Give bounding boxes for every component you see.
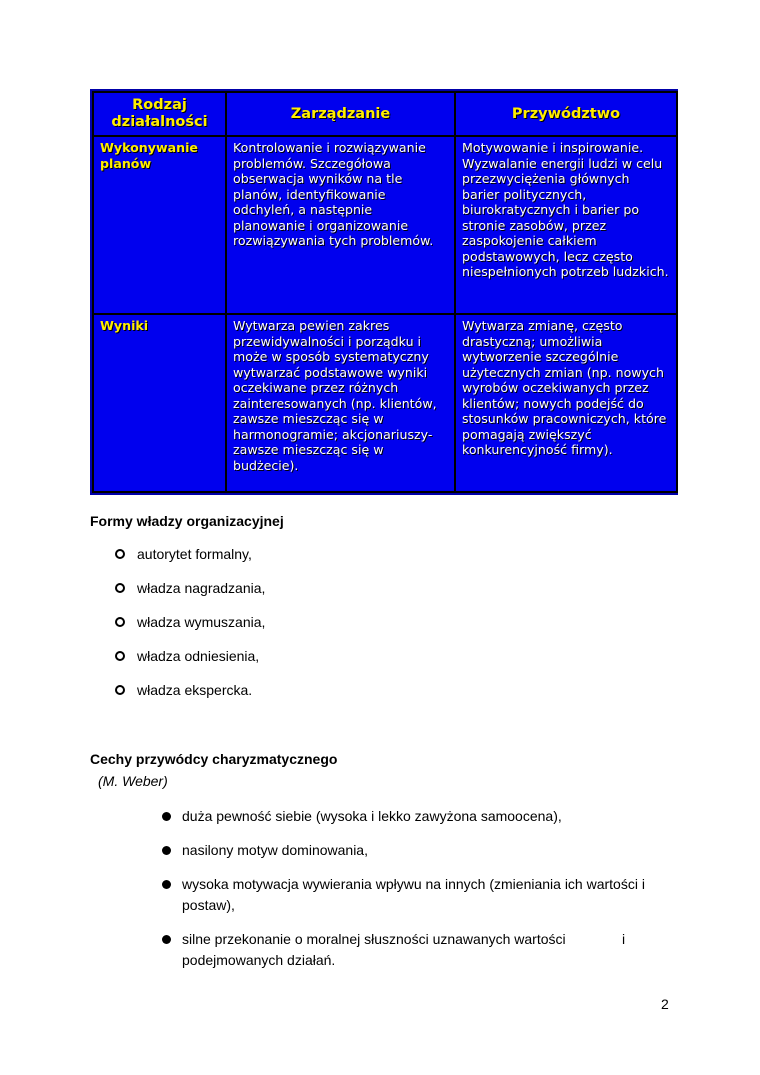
list-item-text: silne przekonanie o moralnej słuszności uznawanych wartości podejmowanych działań.	[182, 931, 566, 968]
circle-bullet-icon	[115, 685, 125, 695]
dot-bullet-icon	[162, 846, 171, 855]
list-item	[115, 680, 265, 714]
list-item-text: nasilony motyw dominowania,	[182, 842, 368, 858]
list-item	[115, 612, 265, 646]
list-item	[115, 544, 265, 578]
list-item-text: władza ekspercka.	[137, 682, 253, 698]
list-item-text: wysoka motywacja wywierania wpływu na innych (zmieniania ich wartości i postaw),	[182, 876, 645, 913]
cell-leadership-plans: Motywowanie i inspirowanie. Wyzwalanie energii ludzi w celu przezwyciężenia głównych barier politycznych, biurokratycznych i barier po stronie zasobów, przez zaspokojenie całkiem podstawowych, lecz często niespełnionych potrzeb ludzkich.	[455, 136, 677, 314]
row-label-plans: Wykonywanie planów	[93, 136, 226, 314]
list-item	[160, 874, 660, 916]
section-heading-power-forms: Formy władzy organizacyjnej	[90, 513, 284, 529]
list-item	[160, 806, 660, 827]
cell-leadership-results: Wytwarza zmianę, często drastyczną; umożliwia wytworzenie szczególnie użytecznych zmian (np. nowych wyrobów oczekiwanych przez klientów; nowych podejść do stosunków pracowniczych, które pomagają zwiększyć konkurencyjność firmy).	[455, 314, 677, 492]
comparison-table	[92, 91, 678, 493]
header-leadership: Przywództwo	[455, 92, 677, 136]
power-forms-list	[115, 544, 265, 714]
list-item	[115, 646, 265, 680]
circle-bullet-icon	[115, 583, 125, 593]
dot-bullet-icon	[162, 812, 171, 821]
circle-bullet-icon	[115, 651, 125, 661]
circle-bullet-icon	[115, 617, 125, 627]
list-item	[115, 578, 265, 612]
list-item-text: władza nagradzania,	[137, 580, 266, 596]
header-activity-type: Rodzaj działalności	[93, 92, 226, 136]
dot-bullet-icon	[162, 880, 171, 889]
trailing-conjunction: i	[622, 931, 626, 947]
row-label-results: Wyniki	[93, 314, 226, 492]
charismatic-traits-list	[160, 806, 660, 984]
list-item-text: władza odniesienia,	[137, 648, 260, 664]
page-number: 2	[661, 996, 669, 1012]
author-citation: (M. Weber)	[98, 773, 168, 789]
dot-bullet-icon	[162, 935, 171, 944]
cell-management-results: Wytwarza pewien zakres przewidywalności i porządku i może w sposób systematyczny wytwarzać podstawowe wyniki oczekiwane przez różnych zainteresowanych (np. klientów, zawsze mieszcząc się w harmonogramie; akcjonariuszy-zawsze mieszcząc się w budżecie).	[226, 314, 455, 492]
section-heading-charismatic-leader: Cechy przywódcy charyzmatycznego	[90, 751, 338, 767]
list-item-text: władza wymuszania,	[137, 614, 266, 630]
list-item	[160, 929, 660, 971]
list-item	[160, 840, 660, 861]
cell-management-plans: Kontrolowanie i rozwiązywanie problemów. Szczegółowa obserwacja wyników na tle planów, identyfikowanie odchyleń, a następnie planowanie i organizowanie rozwiązywania tych problemów.	[226, 136, 455, 314]
list-item-text: autorytet formalny,	[137, 546, 252, 562]
circle-bullet-icon	[115, 549, 125, 559]
list-item-text: duża pewność siebie (wysoka i lekko zawyżona samoocena),	[182, 808, 562, 824]
management-vs-leadership-table	[90, 89, 678, 495]
header-management: Zarządzanie	[226, 92, 455, 136]
